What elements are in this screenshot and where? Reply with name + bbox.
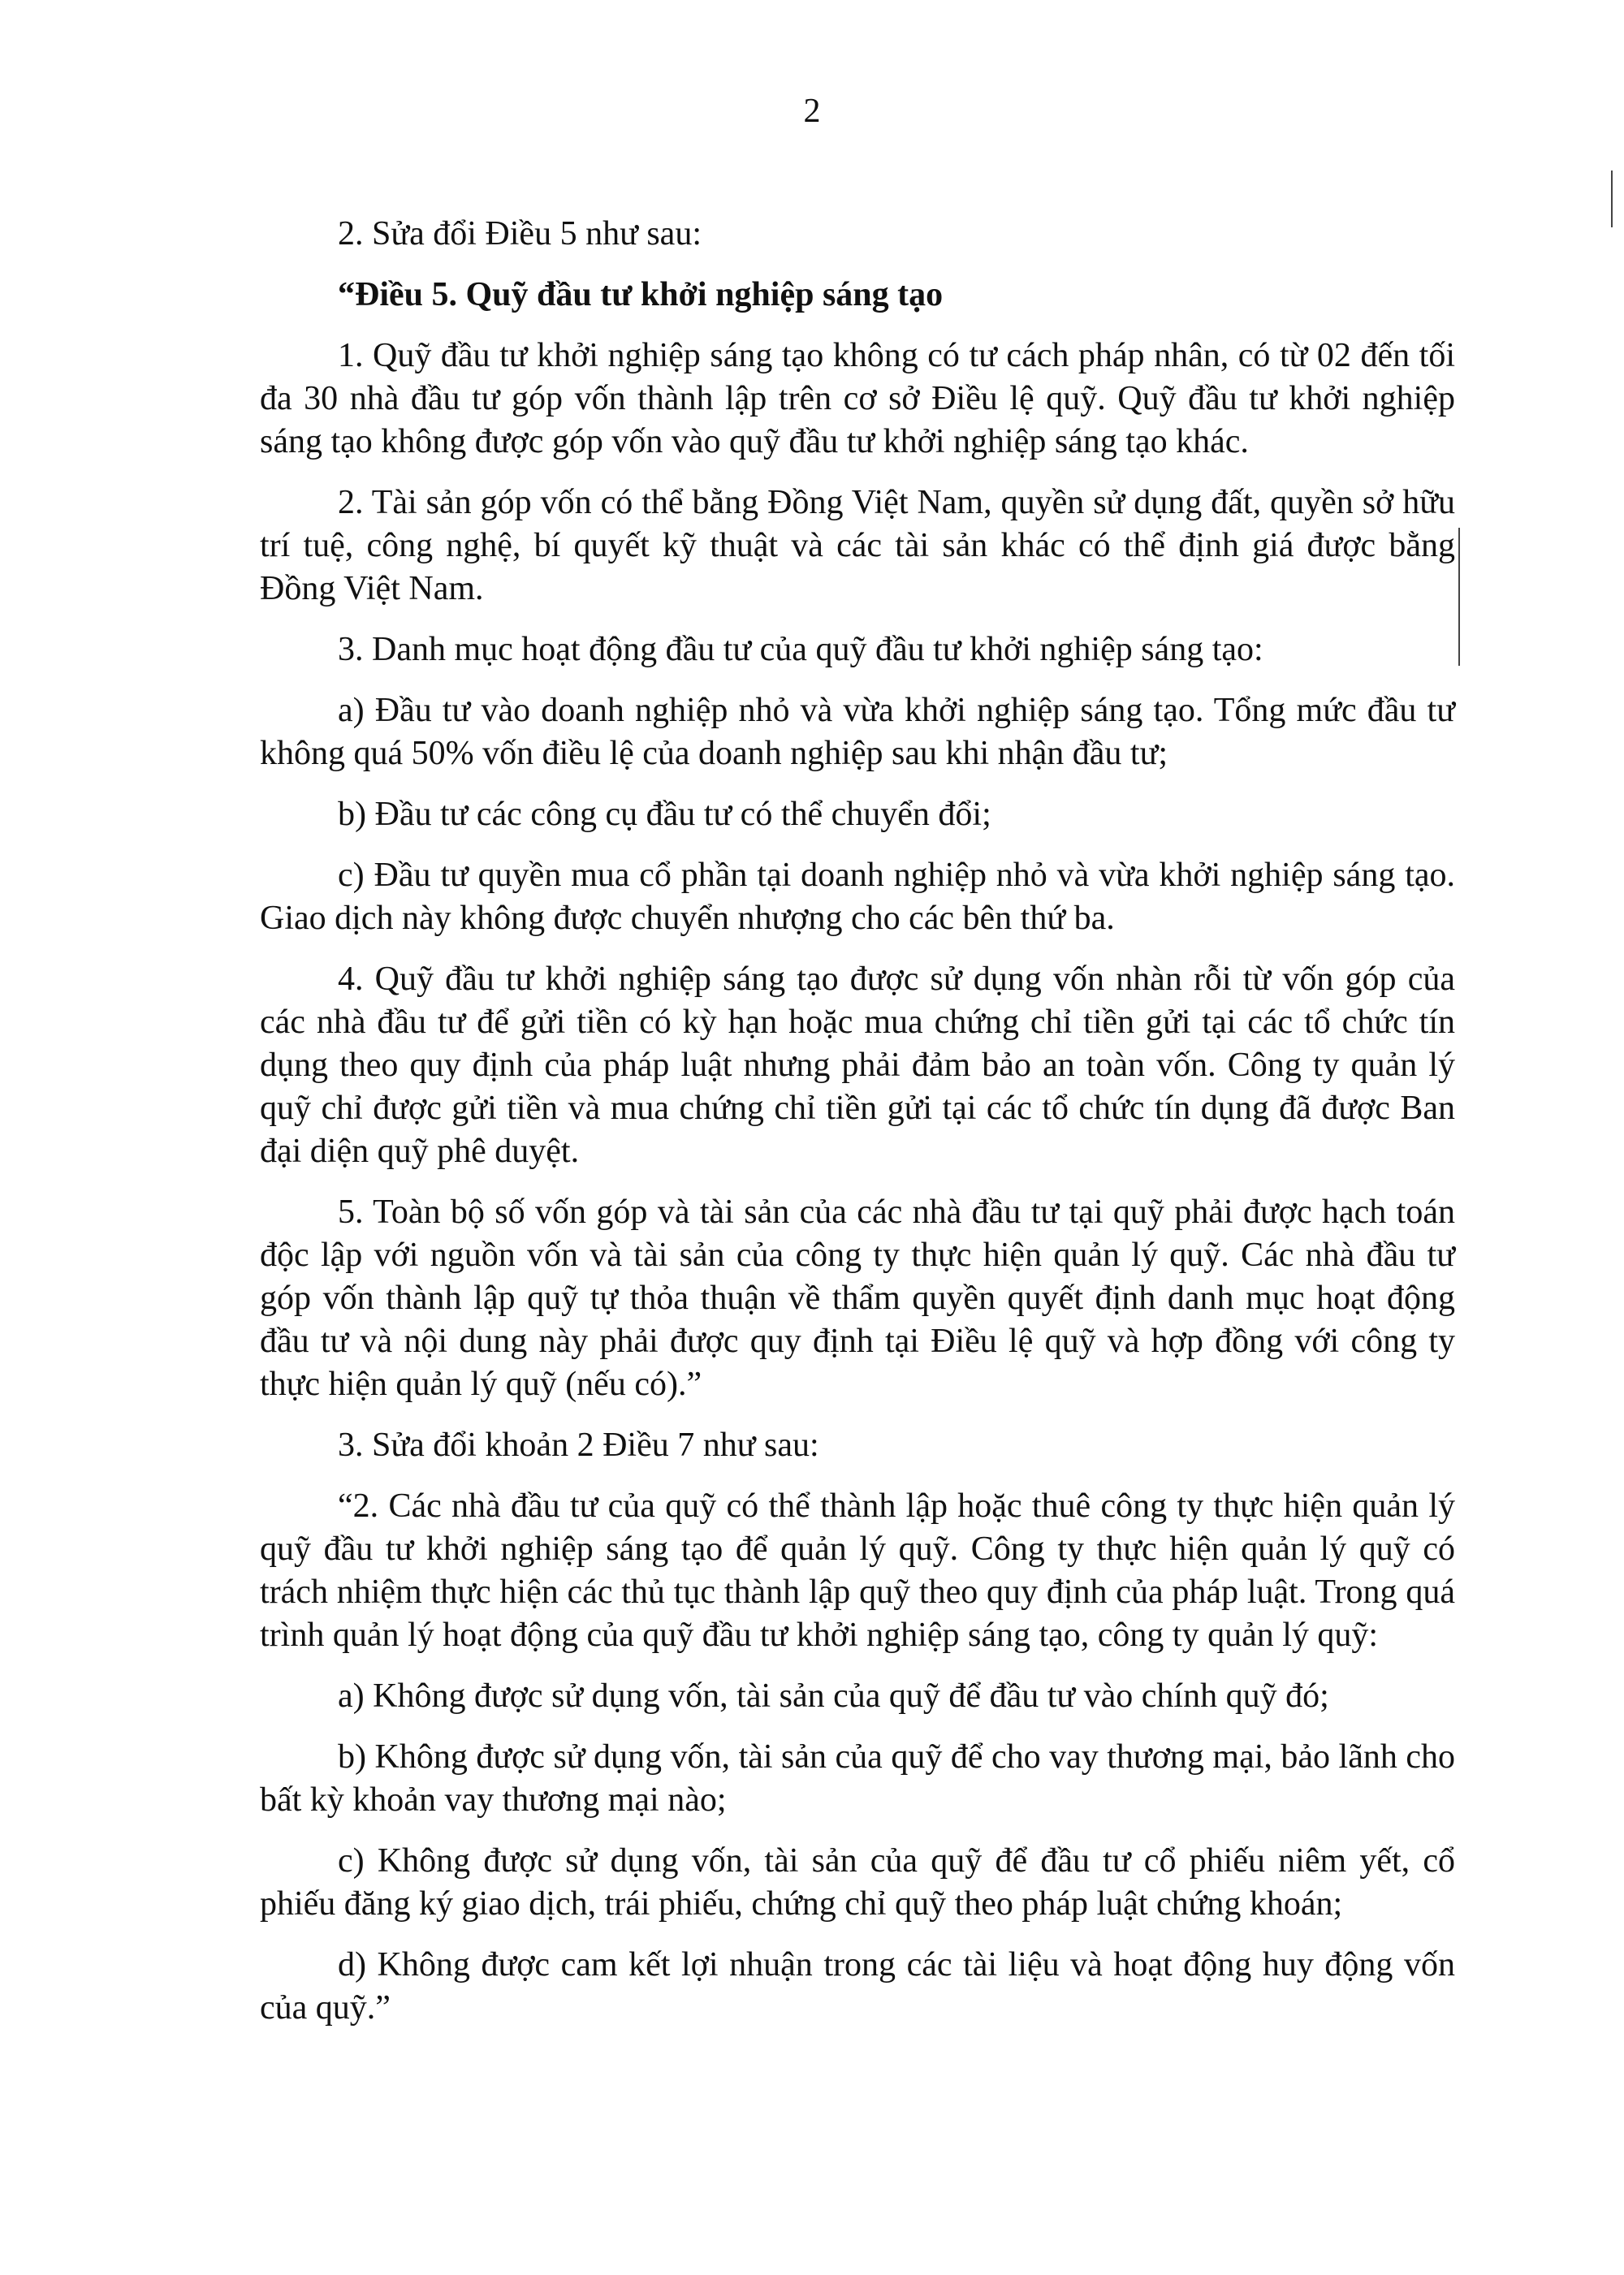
paragraph: a) Đầu tư vào doanh nghiệp nhỏ và vừa khởi nghiệp sáng tạo. Tổng mức đầu tư không quá 50% vốn điều lệ của doanh nghiệp sau khi nhận đầu tư;: [260, 692, 1455, 772]
paragraph: 5. Toàn bộ số vốn góp và tài sản của các nhà đầu tư tại quỹ phải được hạch toán độc lập với nguồn vốn và tài sản của công ty thực hiện quản lý quỹ. Các nhà đầu tư góp vốn thành lập quỹ tự thỏa thuận về thẩm quyền quyết định danh mục hoạt động đầu tư và nội dung này phải được quy định tại Điều lệ quỹ và hợp đồng với công ty thực hiện quản lý quỹ (nếu có).”: [260, 1194, 1455, 1403]
paragraph: a) Không được sử dụng vốn, tài sản của quỹ để đầu tư vào chính quỹ đó;: [338, 1677, 1329, 1715]
paragraph: b) Không được sử dụng vốn, tài sản của quỹ để cho vay thương mại, bảo lãnh cho bất kỳ khoản vay thương mại nào;: [260, 1738, 1455, 1819]
paragraph: c) Đầu tư quyền mua cổ phần tại doanh nghiệp nhỏ và vừa khởi nghiệp sáng tạo. Giao dịch này không được chuyển nhượng cho các bên thứ ba.: [260, 857, 1455, 937]
page-number: 2: [803, 93, 821, 130]
paragraph: 2. Tài sản góp vốn có thể bằng Đồng Việt Nam, quyền sử dụng đất, quyền sở hữu trí tuệ, công nghệ, bí quyết kỹ thuật và các tài sản khác có thể định giá được bằng Đồng Việt Nam.: [260, 484, 1455, 607]
paragraph: 2. Sửa đổi Điều 5 như sau:: [338, 215, 702, 253]
paragraph: 3. Sửa đổi khoản 2 Điều 7 như sau:: [338, 1427, 819, 1464]
paragraph: 4. Quỹ đầu tư khởi nghiệp sáng tạo được sử dụng vốn nhàn rỗi từ vốn góp của các nhà đầu tư để gửi tiền có kỳ hạn hoặc mua chứng chỉ tiền gửi tại các tổ chức tín dụng theo quy định của pháp luật nhưng phải đảm bảo an toàn vốn. Công ty quản lý quỹ chỉ được gửi tiền và mua chứng chỉ tiền gửi tại các tổ chức tín dụng đã được Ban đại diện quỹ phê duyệt.: [260, 961, 1455, 1170]
paragraph: c) Không được sử dụng vốn, tài sản của quỹ để đầu tư cổ phiếu niêm yết, cổ phiếu đăng ký giao dịch, trái phiếu, chứng chỉ quỹ theo pháp luật chứng khoán;: [260, 1842, 1455, 1923]
paragraph: d) Không được cam kết lợi nhuận trong các tài liệu và hoạt động huy động vốn của quỹ.”: [260, 1946, 1455, 2027]
paragraph: b) Đầu tư các công cụ đầu tư có thể chuyển đổi;: [338, 796, 991, 833]
paragraph: 1. Quỹ đầu tư khởi nghiệp sáng tạo không có tư cách pháp nhân, có từ 02 đến tối đa 30 nhà đầu tư góp vốn thành lập trên cơ sở Điều lệ quỹ. Quỹ đầu tư khởi nghiệp sáng tạo không được góp vốn vào quỹ đầu tư khởi nghiệp sáng tạo khác.: [260, 337, 1455, 460]
scan-artifact-right-mid: [1458, 528, 1460, 666]
paragraph: “2. Các nhà đầu tư của quỹ có thể thành lập hoặc thuê công ty thực hiện quản lý quỹ đầu tư khởi nghiệp sáng tạo để quản lý quỹ. Công ty thực hiện quản lý quỹ có trách nhiệm thực hiện các thủ tục thành lập quỹ theo quy định của pháp luật. Trong quá trình quản lý hoạt động của quỹ đầu tư khởi nghiệp sáng tạo, công ty quản lý quỹ:: [260, 1487, 1455, 1654]
paragraph: 3. Danh mục hoạt động đầu tư của quỹ đầu tư khởi nghiệp sáng tạo:: [338, 631, 1263, 668]
document-body: [260, 213, 1455, 2048]
scan-artifact-right-top: [1611, 171, 1613, 227]
article-heading: “Điều 5. Quỹ đầu tư khởi nghiệp sáng tạo: [338, 276, 944, 313]
